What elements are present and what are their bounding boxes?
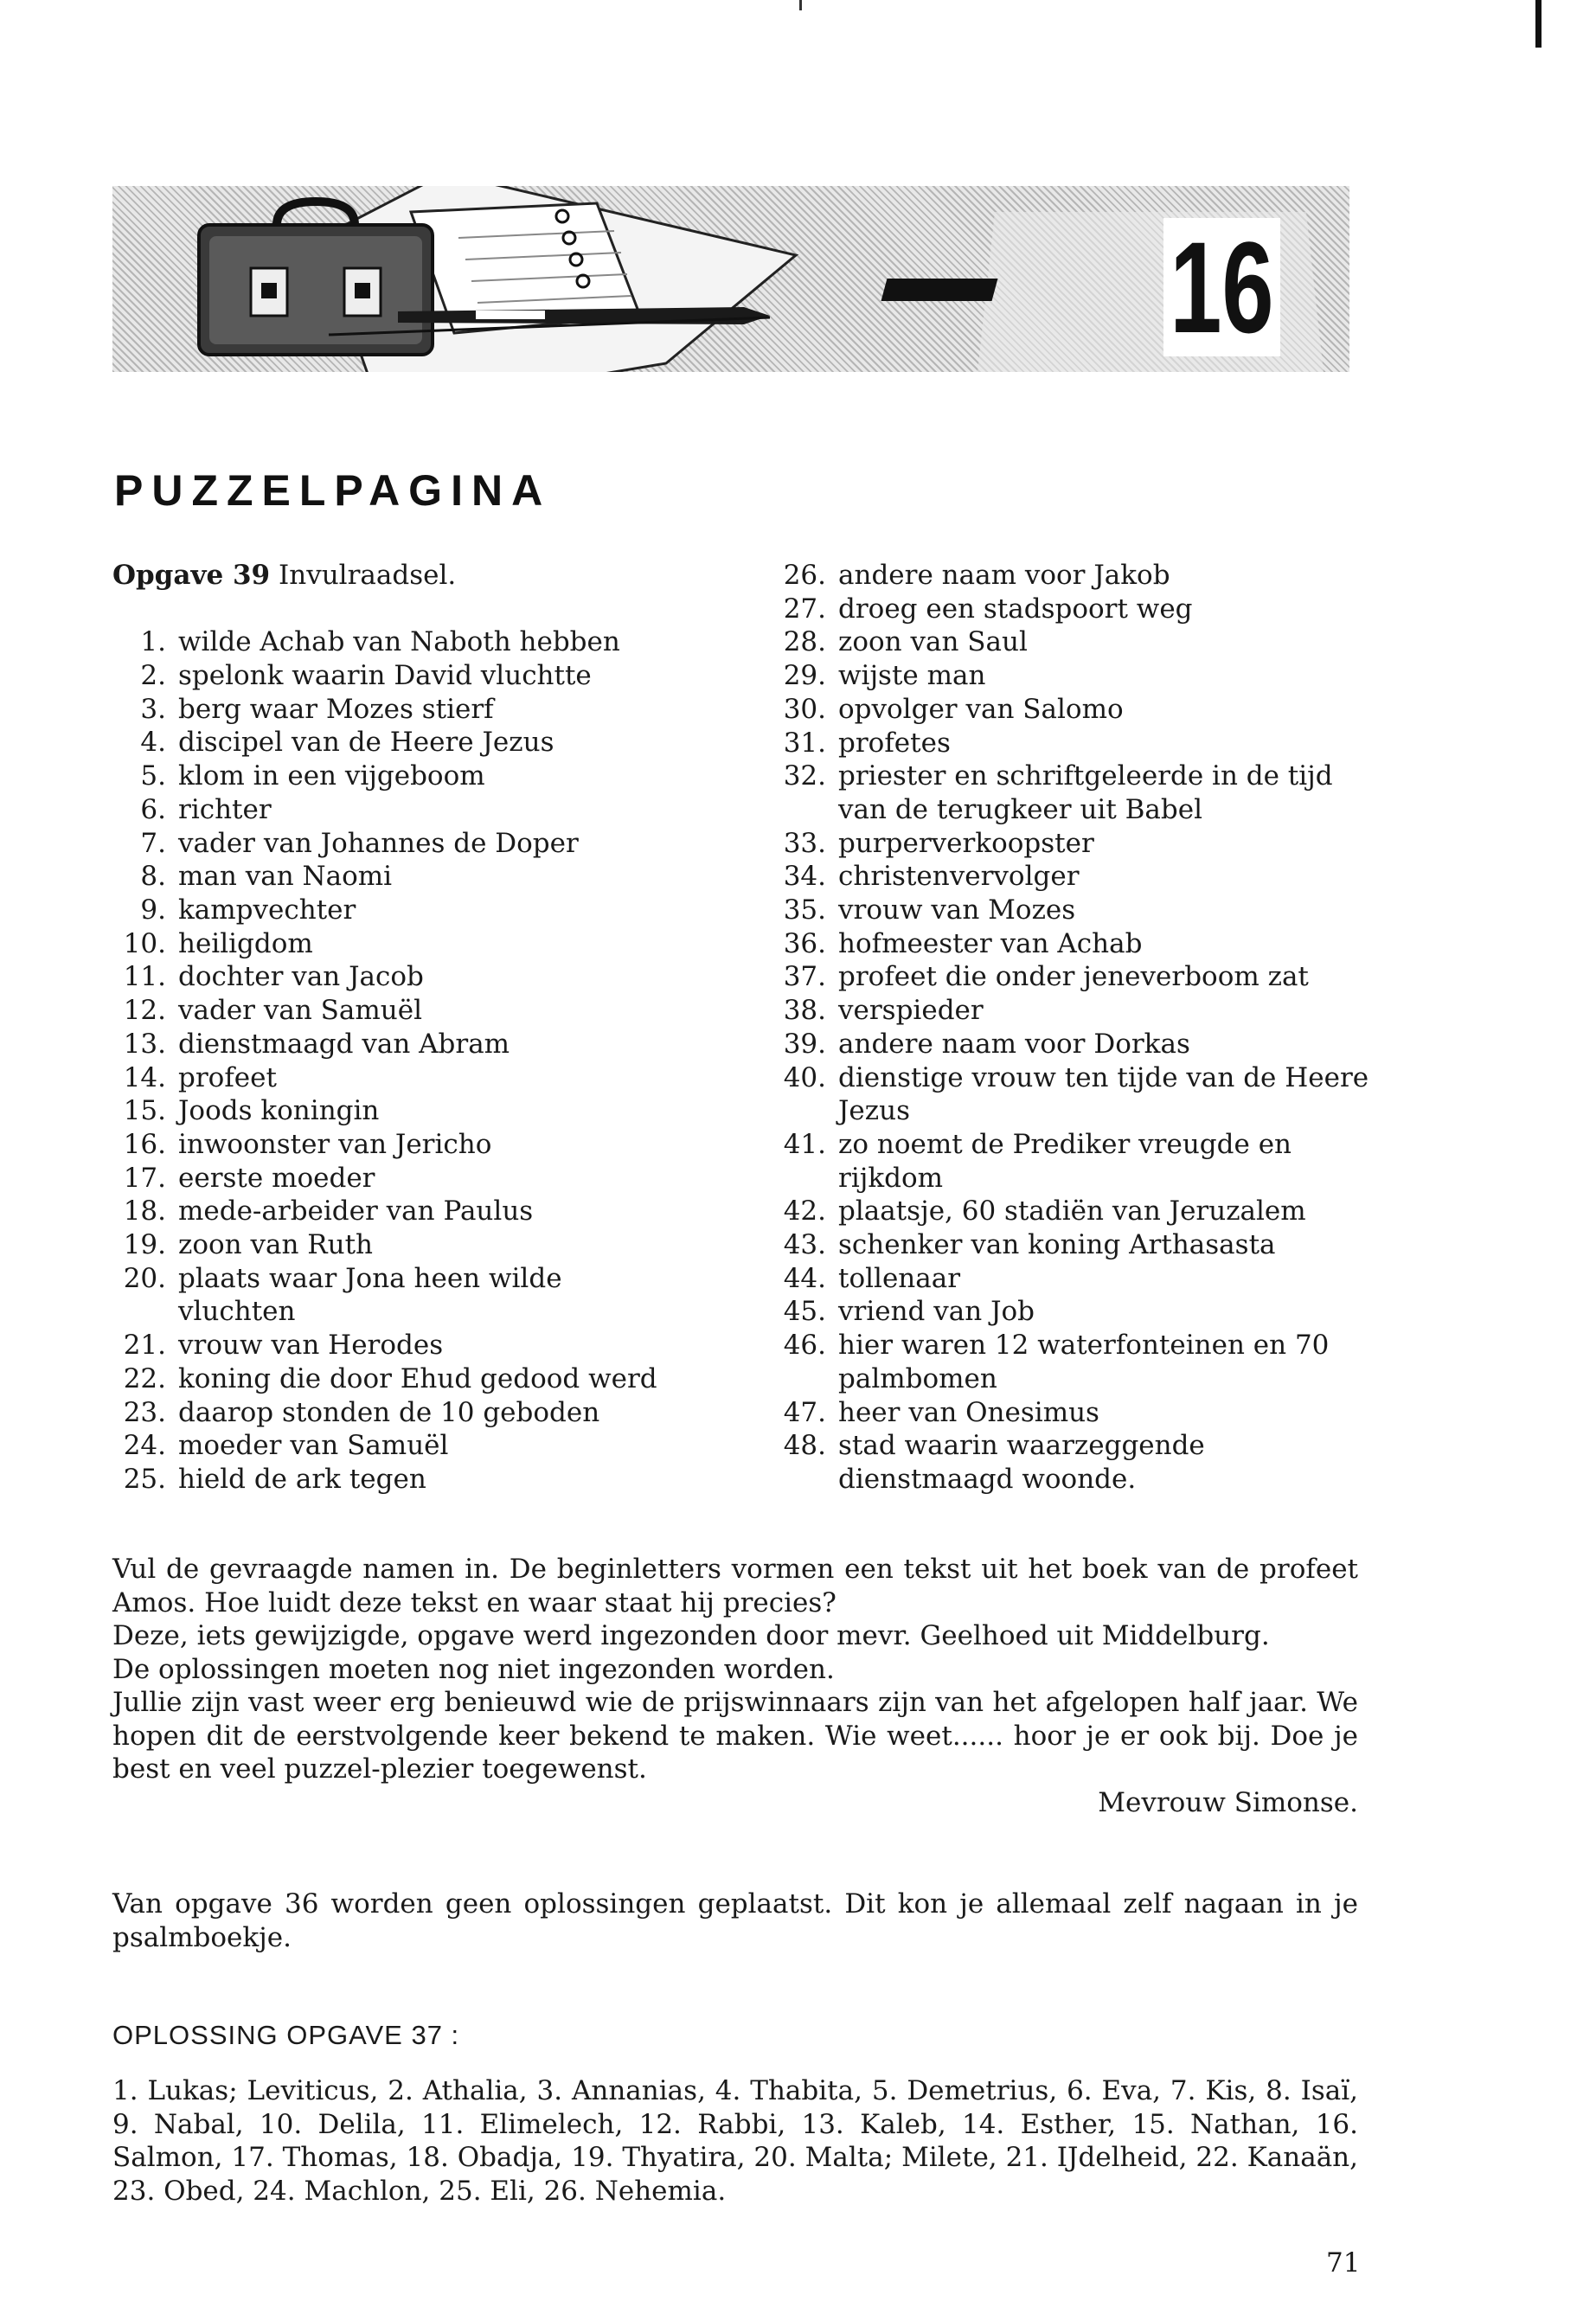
clue-text: discipel van de Heere Jezus xyxy=(178,727,554,759)
clue-item xyxy=(112,994,675,1028)
clue-text: wijste man xyxy=(838,660,986,692)
clue-text: inwoonster van Jericho xyxy=(178,1128,492,1160)
assignment-heading xyxy=(112,559,675,593)
clue-number: 22. xyxy=(123,1362,166,1394)
clue-list-right xyxy=(772,559,1369,1497)
clue-number: 11. xyxy=(123,961,166,993)
clue-item xyxy=(772,760,1369,826)
clue-number: 4. xyxy=(140,727,166,759)
clue-number: 7. xyxy=(140,827,166,859)
clue-item xyxy=(772,593,1369,626)
clue-text: schenker van koning Arthasasta xyxy=(838,1229,1276,1261)
page-number: 71 xyxy=(1326,2247,1361,2279)
clue-item xyxy=(772,1228,1369,1262)
clue-number: 18. xyxy=(123,1195,166,1227)
clue-item xyxy=(772,727,1369,760)
chapter-number-badge xyxy=(1163,215,1280,360)
clue-number: 21. xyxy=(123,1330,166,1362)
clue-text: Joods koningin xyxy=(178,1095,380,1127)
clue-text: hier waren 12 waterfonteinen en 70 palmbomen xyxy=(838,1330,1330,1394)
clue-item xyxy=(772,1429,1369,1496)
clue-number: 41. xyxy=(783,1128,826,1160)
instructions-block xyxy=(112,1553,1358,1819)
clue-number: 36. xyxy=(783,927,826,959)
clue-item xyxy=(772,659,1369,693)
clue-text: vrouw van Mozes xyxy=(838,894,1076,926)
clue-number: 26. xyxy=(783,560,826,591)
clue-item xyxy=(112,1262,675,1329)
clue-text: zo noemt de Prediker vreugde en rijkdom xyxy=(838,1128,1292,1194)
clue-number: 32. xyxy=(783,760,826,792)
clue-number: 19. xyxy=(123,1229,166,1261)
clue-text: dochter van Jacob xyxy=(178,961,424,993)
clue-number: 35. xyxy=(783,894,826,926)
clue-item xyxy=(112,960,675,994)
clue-number: 44. xyxy=(783,1262,826,1294)
clue-item xyxy=(112,1362,675,1396)
no-submit-text: De oplossingen moeten nog niet ingezonden worden. xyxy=(112,1653,835,1685)
clue-item xyxy=(772,1028,1369,1061)
clue-number: 45. xyxy=(783,1296,826,1328)
clue-text: verspieder xyxy=(838,995,984,1027)
clue-item xyxy=(772,1295,1369,1329)
clue-item xyxy=(772,860,1369,894)
clue-text: dienstige vrouw ten tijde van de Heere Jezus xyxy=(838,1061,1369,1127)
clue-text: mede-arbeider van Paulus xyxy=(178,1195,534,1227)
clue-number: 39. xyxy=(783,1028,826,1060)
clue-item xyxy=(112,1396,675,1430)
clue-text: wilde Achab van Naboth hebben xyxy=(178,626,620,658)
clue-number: 9. xyxy=(140,894,166,926)
clue-item xyxy=(112,1128,675,1162)
clue-item xyxy=(112,1228,675,1262)
clue-number: 10. xyxy=(123,927,166,959)
clue-item xyxy=(772,1329,1369,1395)
clue-item xyxy=(772,625,1369,659)
clue-number: 46. xyxy=(783,1330,826,1362)
clue-item xyxy=(112,1094,675,1128)
clue-text: christenvervolger xyxy=(838,861,1080,893)
assignment-36-note: Van opgave 36 worden geen oplossingen geplaatst. Dit kon je allemaal zelf nagaan in je psalmboekje. xyxy=(112,1888,1358,1953)
clue-text: kampvechter xyxy=(178,894,356,926)
clue-item xyxy=(772,559,1369,593)
clue-text: plaatsje, 60 stadiën van Jeruzalem xyxy=(838,1195,1306,1227)
clue-number: 34. xyxy=(783,861,826,893)
clue-text: dienstmaagd van Abram xyxy=(178,1028,510,1060)
clue-item xyxy=(112,1195,675,1228)
clue-number: 42. xyxy=(783,1195,826,1227)
clue-number: 38. xyxy=(783,995,826,1027)
clue-number: 40. xyxy=(783,1061,826,1093)
clue-text: profeet xyxy=(178,1061,277,1093)
clue-item xyxy=(772,894,1369,927)
clue-item xyxy=(112,1162,675,1195)
clue-number: 13. xyxy=(123,1028,166,1060)
clue-item xyxy=(772,994,1369,1028)
clue-number: 24. xyxy=(123,1430,166,1462)
banner-bar xyxy=(881,279,998,301)
clue-item xyxy=(112,726,675,760)
signature: Mevrouw Simonse. xyxy=(1098,1786,1358,1818)
clue-text: vader van Samuël xyxy=(178,995,423,1027)
clue-text: moeder van Samuël xyxy=(178,1430,449,1462)
clue-number: 28. xyxy=(783,626,826,658)
clue-text: hofmeester van Achab xyxy=(838,927,1143,959)
clue-text: zoon van Saul xyxy=(838,626,1028,658)
clue-text: stad waarin waarzeggende dienstmaagd woonde. xyxy=(838,1430,1205,1495)
clue-number: 5. xyxy=(140,760,166,792)
clue-item xyxy=(112,760,675,793)
clue-list-left xyxy=(112,625,675,1496)
clue-item xyxy=(772,827,1369,861)
clue-item xyxy=(112,860,675,894)
clue-column-left xyxy=(112,559,675,1497)
submitted-by-text: Deze, iets gewijzigde, opgave werd ingezonden door mevr. Geelhoed uit Middelburg. xyxy=(112,1620,1270,1651)
clue-text: andere naam voor Jakob xyxy=(838,560,1170,591)
clue-number: 20. xyxy=(123,1262,166,1294)
clue-text: berg waar Mozes stierf xyxy=(178,693,494,725)
clue-number: 17. xyxy=(123,1162,166,1194)
clue-item xyxy=(772,693,1369,727)
clue-text: profeet die onder jeneverboom zat xyxy=(838,961,1309,993)
clue-number: 3. xyxy=(140,693,166,725)
clue-item xyxy=(112,659,675,693)
clue-text: droeg een stadspoort weg xyxy=(838,593,1193,625)
instructions-text: Vul de gevraagde namen in. De beginletters vormen een tekst uit het boek van de profeet Amos. Hoe luidt deze tekst en waar staat hij precies? xyxy=(112,1554,1358,1618)
solution-text: 1. Lukas; Leviticus, 2. Athalia, 3. Annanias, 4. Thabita, 5. Demetrius, 6. Eva, 7. Kis, 8. Isaï, 9. Nabal, 10. Delila, 11. Elimelech, 12. Rabbi, 13. Kaleb, 14. Esther, 15. Nathan, 16. Salmon, 17. Thomas, 18. Obadja, 19. Thyatira, 20. Malta; Milete, 21. IJdelheid, 22. Kanaän, 23. Obed, 24. Machlon, 25. Eli, 26. Nehemia. xyxy=(112,2075,1358,2207)
clue-number: 12. xyxy=(123,995,166,1027)
clue-text: eerste moeder xyxy=(178,1162,375,1194)
clue-number: 48. xyxy=(783,1430,826,1462)
clue-text: vriend van Job xyxy=(838,1296,1035,1328)
clue-number: 33. xyxy=(783,827,826,859)
clue-item xyxy=(112,793,675,827)
clue-text: opvolger van Salomo xyxy=(838,693,1124,725)
clue-text: tollenaar xyxy=(838,1262,961,1294)
clue-text: zoon van Ruth xyxy=(178,1229,374,1261)
clue-number: 43. xyxy=(783,1229,826,1261)
clue-item xyxy=(112,1028,675,1061)
page-title: PUZZELPAGINA xyxy=(114,466,552,515)
clue-number: 31. xyxy=(783,727,826,759)
clue-text: plaats waar Jona heen wilde vluchten xyxy=(178,1262,562,1328)
clue-number: 37. xyxy=(783,961,826,993)
clue-item xyxy=(112,1329,675,1362)
clue-item xyxy=(112,894,675,927)
clue-item xyxy=(772,927,1369,961)
clue-item xyxy=(772,1128,1369,1195)
clue-number: 27. xyxy=(783,593,826,625)
clue-number: 16. xyxy=(123,1128,166,1160)
clue-number: 29. xyxy=(783,660,826,692)
assignment-label: Opgave 39 xyxy=(112,560,271,591)
clue-number: 6. xyxy=(140,793,166,825)
clue-item xyxy=(112,927,675,961)
clue-text: andere naam voor Dorkas xyxy=(838,1028,1190,1060)
assignment-type: Invulraadsel. xyxy=(278,560,457,591)
clue-number: 25. xyxy=(123,1463,166,1495)
clue-number: 30. xyxy=(783,693,826,725)
clue-text: spelonk waarin David vluchtte xyxy=(178,660,592,692)
clue-item xyxy=(772,1396,1369,1430)
clue-item xyxy=(112,693,675,727)
clue-item xyxy=(772,1195,1369,1228)
clue-item xyxy=(772,960,1369,994)
clue-number: 47. xyxy=(783,1396,826,1428)
clue-item xyxy=(112,1061,675,1095)
clue-text: klom in een vijgeboom xyxy=(178,760,485,792)
clue-item xyxy=(112,827,675,861)
clue-text: koning die door Ehud gedood werd xyxy=(178,1362,657,1394)
clue-number: 8. xyxy=(140,861,166,893)
clue-number: 2. xyxy=(140,660,166,692)
clue-number: 14. xyxy=(123,1061,166,1093)
clue-item xyxy=(112,625,675,659)
clue-item xyxy=(112,1429,675,1463)
clue-text: hield de ark tegen xyxy=(178,1463,426,1495)
clue-text: purperverkoopster xyxy=(838,827,1094,859)
clue-item xyxy=(772,1061,1369,1128)
scan-mark xyxy=(799,0,802,10)
clue-number: 23. xyxy=(123,1396,166,1428)
clue-text: heer van Onesimus xyxy=(838,1396,1099,1428)
clue-text: richter xyxy=(178,793,272,825)
clue-number: 15. xyxy=(123,1095,166,1127)
scan-mark xyxy=(1535,0,1542,48)
clue-item xyxy=(772,1262,1369,1296)
clue-text: priester en schriftgeleerde in de tijd van de terugkeer uit Babel xyxy=(838,760,1333,825)
clue-text: profetes xyxy=(838,727,951,759)
chapter-number: 16 xyxy=(1170,215,1274,360)
clue-text: daarop stonden de 10 geboden xyxy=(178,1396,600,1428)
clue-text: vader van Johannes de Doper xyxy=(178,827,579,859)
clue-item xyxy=(112,1463,675,1497)
clue-text: heiligdom xyxy=(178,927,313,959)
clue-text: man van Naomi xyxy=(178,861,393,893)
clue-text: vrouw van Herodes xyxy=(178,1330,444,1362)
clue-number: 1. xyxy=(140,626,166,658)
solution-heading: OPLOSSING OPGAVE 37 : xyxy=(112,2020,460,2050)
winners-note-text: Jullie zijn vast weer erg benieuwd wie de prijswinnaars zijn van het afgelopen half jaar. We hopen dit de eerstvolgende keer bekend te maken. Wie weet...... hoor je er ook bij. Doe je best en veel puzzel-plezier toegewenst. xyxy=(112,1687,1358,1785)
clue-column-right xyxy=(772,559,1369,1497)
